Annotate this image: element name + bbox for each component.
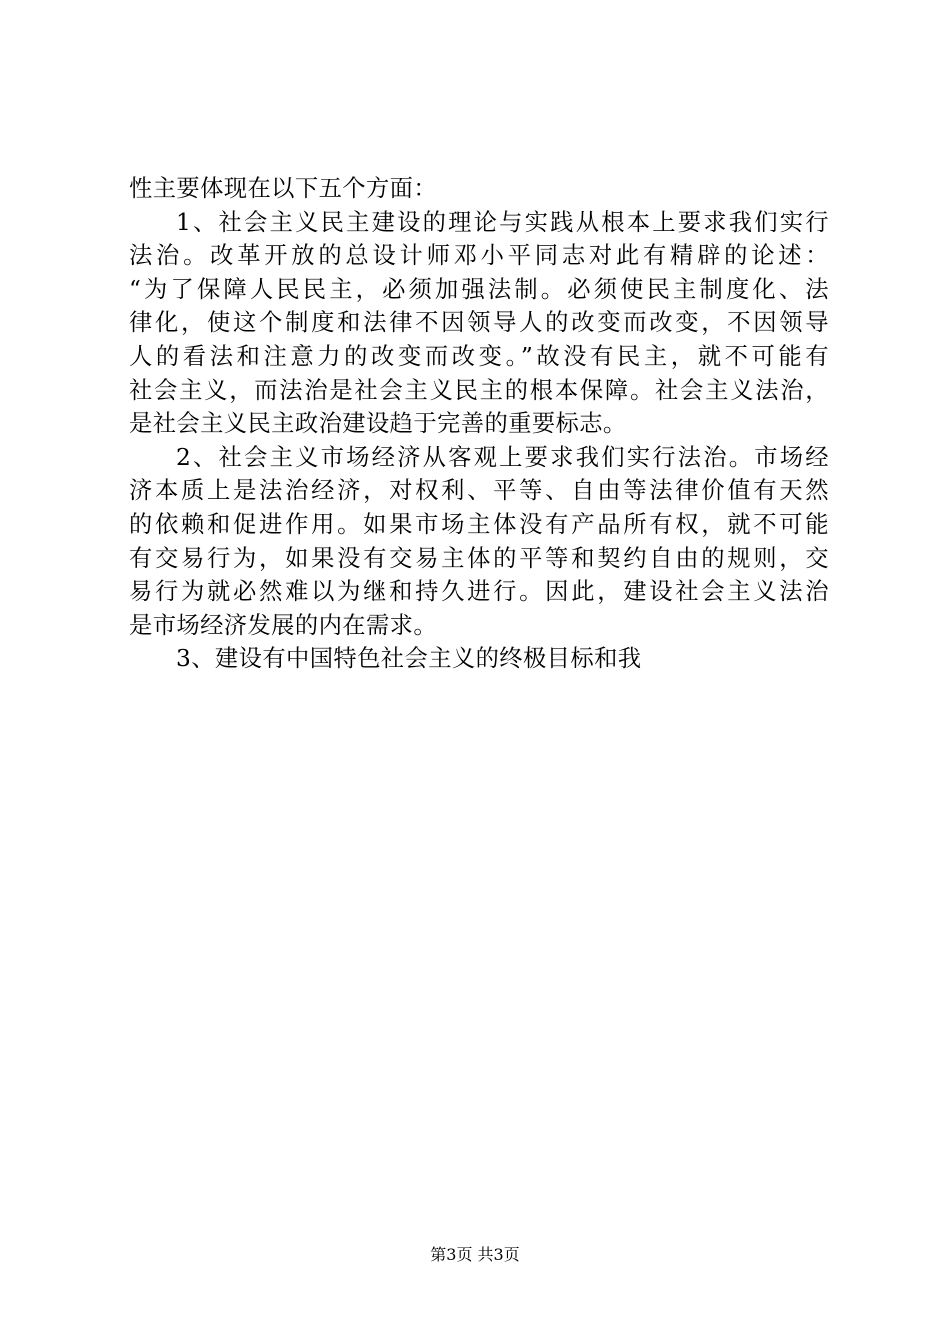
text-line: 有交易行为，如果没有交易主体的平等和契约自由的规则，交 <box>129 544 829 572</box>
text-line: “为了保障人民民主，必须加强法制。必须使民主制度化、法 <box>129 275 829 303</box>
paragraph-1-start-line: 1、社会主义民主建设的理论与实践从根本上要求我们实行 <box>176 208 829 236</box>
text-line: 律化，使这个制度和法律不因领导人的改变而改变，不因领导 <box>129 309 829 337</box>
text-line: 法治。改革开放的总设计师邓小平同志对此有精辟的论述： <box>129 242 829 270</box>
text-line: 是社会主义民主政治建设趋于完善的重要标志。 <box>129 410 627 438</box>
page-number: 第3页 共3页 <box>430 1245 520 1264</box>
page-footer <box>0 1244 950 1266</box>
paragraph-3-start-line: 3、建设有中国特色社会主义的终极目标和我 <box>176 645 642 673</box>
text-line: 社会主义，而法治是社会主义民主的根本保障。社会主义法治， <box>129 376 829 404</box>
paragraph-2-start-line: 2、社会主义市场经济从客观上要求我们实行法治。市场经 <box>176 443 829 471</box>
text-line: 性主要体现在以下五个方面： <box>129 175 438 202</box>
text-line: 济本质上是法治经济，对权利、平等、自由等法律价值有天然 <box>129 477 829 505</box>
text-line: 易行为就必然难以为继和持久进行。因此，建设社会主义法治 <box>129 578 829 606</box>
text-line: 是市场经济发展的内在需求。 <box>129 611 438 639</box>
text-line: 的依赖和促进作用。如果市场主体没有产品所有权，就不可能 <box>129 510 829 538</box>
body-text <box>129 172 829 676</box>
text-line: 人的看法和注意力的改变而改变。”故没有民主，就不可能有 <box>129 342 829 370</box>
